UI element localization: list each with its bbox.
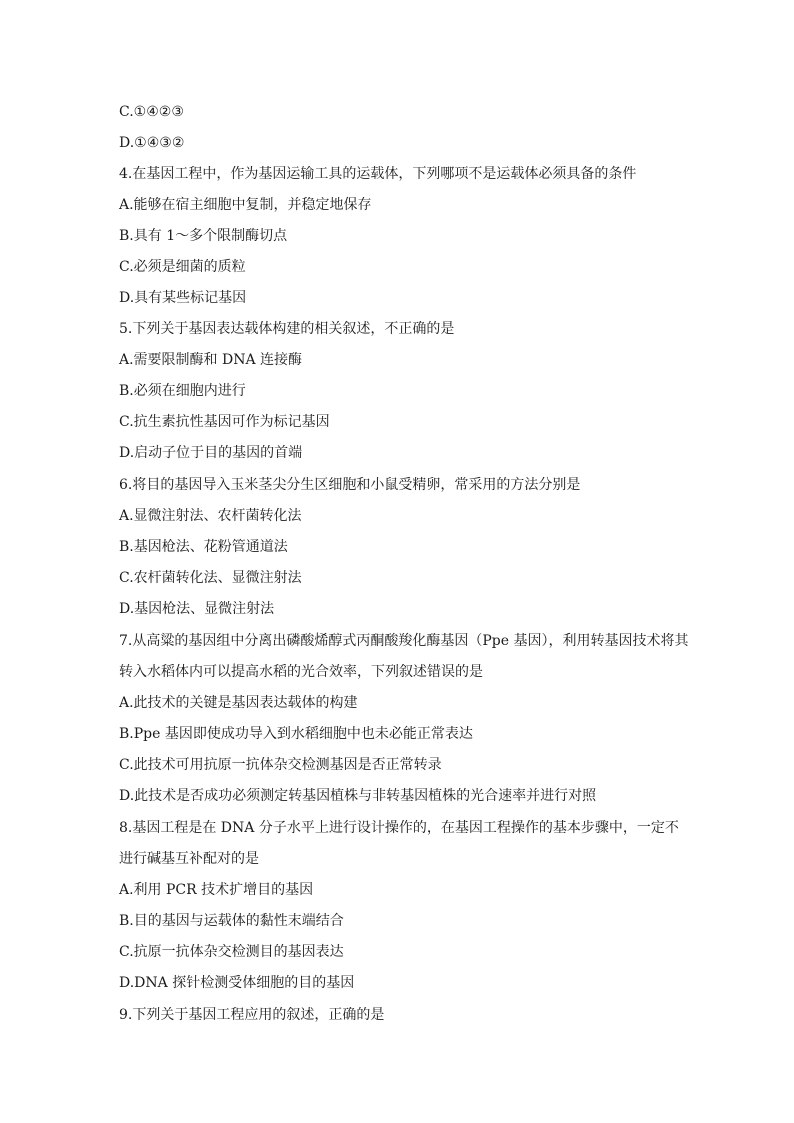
option-c-q3: C.①④②③ [119,104,184,120]
option-b-q7: B.Ppe 基因即使成功导入到水稻细胞中也未必能正常表达 [119,726,473,742]
option-c-q5: C.抗生素抗性基因可作为标记基因 [119,414,330,430]
question-7-stem-line-2: 转入水稻体内可以提高水稻的光合效率，下列叙述错误的是 [119,664,483,680]
option-a-q7: A.此技术的关键是基因表达载体的构建 [119,695,358,711]
question-6-stem: 6.将目的基因导入玉米茎尖分生区细胞和小鼠受精卵，常采用的方法分别是 [119,477,581,493]
option-b-q8: B.目的基因与运载体的黏性末端结合 [119,913,344,929]
option-d-q7: D.此技术是否成功必须测定转基因植株与非转基因植株的光合速率并进行对照 [119,788,597,804]
option-c-q8: C.抗原一抗体杂交检测目的基因表达 [119,944,344,960]
option-b-q4: B.具有 1～多个限制酶切点 [119,228,288,244]
option-c-q6: C.农杆菌转化法、显微注射法 [119,570,302,586]
option-b-q5: B.必须在细胞内进行 [119,383,246,399]
option-c-q4: C.必须是细菌的质粒 [119,259,246,275]
option-d-q5: D.启动子位于目的基因的首端 [119,445,303,461]
option-a-q4: A.能够在宿主细胞中复制，并稳定地保存 [119,197,372,213]
option-d-q6: D.基因枪法、显微注射法 [119,601,275,617]
question-8-stem-line-2: 进行碱基互补配对的是 [119,851,259,867]
option-d-q8: D.DNA 探针检测受体细胞的目的基因 [119,975,355,991]
option-a-q5: A.需要限制酶和 DNA 连接酶 [119,352,303,368]
option-a-q8: A.利用 PCR 技术扩增目的基因 [119,882,314,898]
question-4-stem: 4.在基因工程中，作为基因运输工具的运载体，下列哪项不是运载体必须具备的条件 [119,166,637,182]
question-7-stem-line-1: 7.从高粱的基因组中分离出磷酸烯醇式丙酮酸羧化酶基因（Ppe 基因），利用转基因技术将其 [119,633,689,649]
option-b-q6: B.基因枪法、花粉管通道法 [119,539,288,555]
question-9-stem: 9.下列关于基因工程应用的叙述，正确的是 [119,1007,385,1023]
option-a-q6: A.显微注射法、农杆菌转化法 [119,508,302,524]
option-d-q4: D.具有某些标记基因 [119,290,247,306]
option-d-q3: D.①④③② [119,135,185,151]
question-8-stem-line-1: 8.基因工程是在 DNA 分子水平上进行设计操作的，在基因工程操作的基本步骤中，一定不 [119,820,679,836]
question-5-stem: 5.下列关于基因表达载体构建的相关叙述，不正确的是 [119,321,455,337]
option-c-q7: C.此技术可用抗原一抗体杂交检测基因是否正常转录 [119,757,442,773]
